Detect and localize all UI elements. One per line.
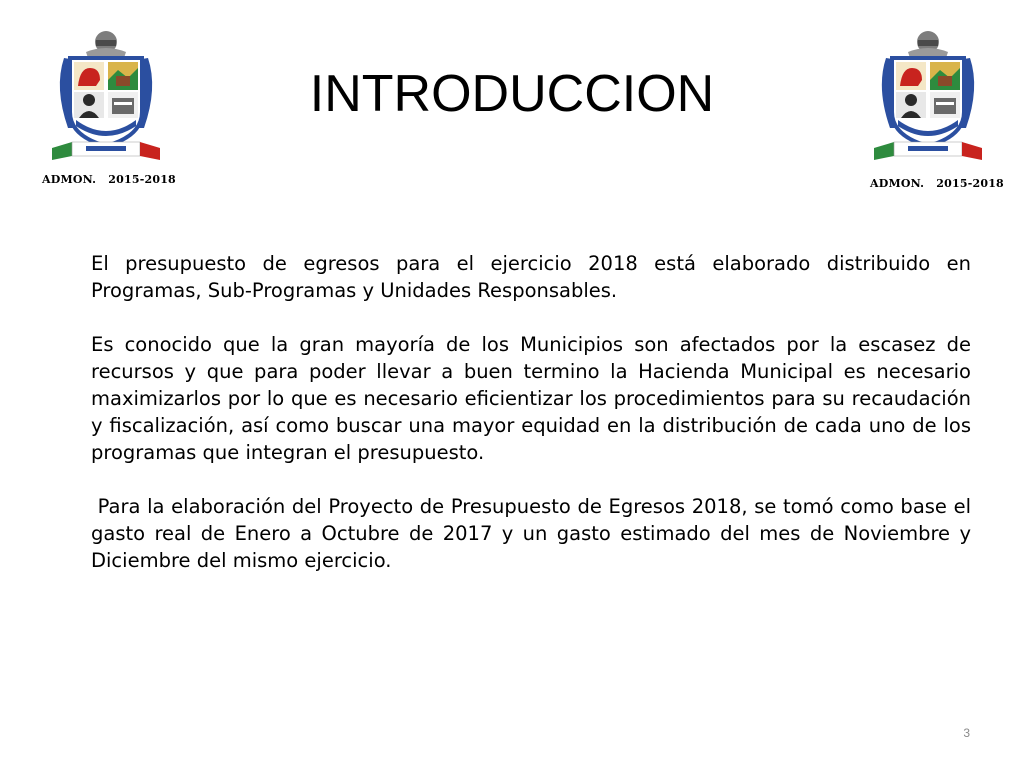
administration-label: ADMON. 2015-2018	[870, 177, 1004, 190]
municipal-coat-of-arms-icon	[868, 28, 988, 166]
municipal-coat-of-arms-icon	[46, 28, 166, 166]
page-number: 3	[963, 726, 970, 740]
slide-body	[91, 250, 978, 601]
administration-label: ADMON. 2015-2018	[42, 173, 176, 186]
slide-title: INTRODUCCION	[309, 65, 715, 123]
paragraph: Para la elaboración del Proyecto de Presupuesto de Egresos 2018, se tomó como base el gasto real de Enero a Octubre de 2017 y un gasto estimado del mes de Noviembre y Diciembre del mismo ejercicio.	[91, 495, 978, 572]
paragraph: El presupuesto de egresos para el ejercicio 2018 está elaborado distribuido en Programas, Sub-Programas y Unidades Responsables.	[91, 252, 971, 302]
paragraph: Es conocido que la gran mayoría de los Municipios son afectados por la escasez de recursos y que para poder llevar a buen termino la Hacienda Municipal es necesario maximizarlos por lo que es necesario eficientizar los procedimientos para su recaudación y fiscalización, así como buscar una mayor equidad en la distribución de cada uno de los programas que integran el presupuesto.	[91, 333, 971, 464]
